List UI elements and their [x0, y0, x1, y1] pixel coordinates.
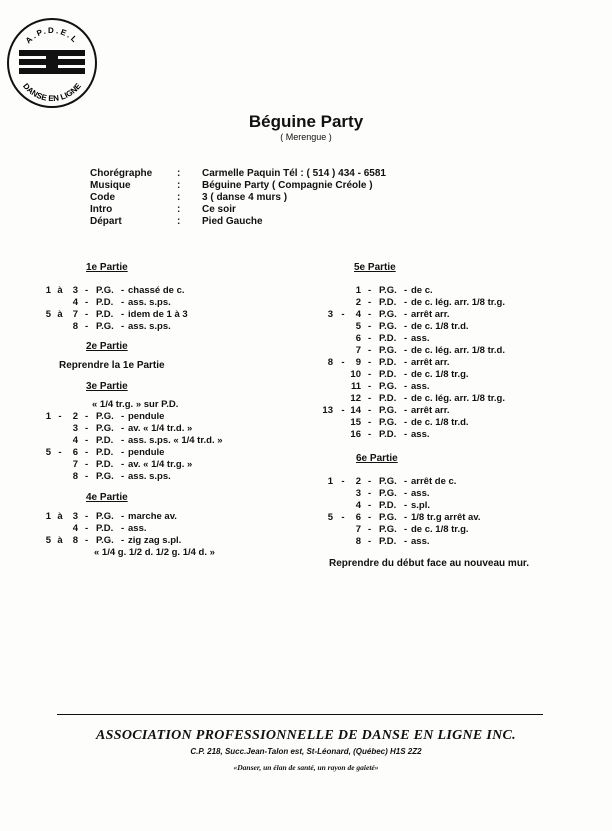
dash: - — [85, 321, 89, 332]
info-block — [90, 168, 386, 228]
step-row — [313, 285, 603, 297]
step-description: ass. s.ps. — [128, 321, 171, 332]
info-value: Ce soir — [202, 204, 236, 215]
foot: P.G. — [379, 488, 397, 499]
step-description: 1/8 tr.g arrêt av. — [411, 512, 481, 523]
count-end: 7 — [355, 345, 361, 356]
dash: - — [368, 321, 372, 332]
step-description: ass. s.ps. « 1/4 tr.d. » — [128, 435, 223, 446]
step-description: av. « 1/4 tr.g. » — [128, 459, 193, 470]
info-sep: : — [177, 180, 181, 191]
count-sep: - — [341, 512, 345, 523]
count-sep: à — [57, 309, 63, 320]
step-row — [313, 429, 603, 441]
dash: - — [404, 333, 408, 344]
section-title: 2e Partie — [86, 341, 128, 352]
dash: - — [121, 447, 125, 458]
count-end: 11 — [350, 381, 361, 392]
foot: P.D. — [379, 429, 397, 440]
info-value: 3 ( danse 4 murs ) — [202, 192, 288, 203]
association-name: ASSOCIATION PROFESSIONNELLE DE DANSE EN LIGNE INC. — [96, 728, 516, 743]
step-description: ass. — [411, 381, 430, 392]
step-description: de c. lég. arr. 1/8 tr.d. — [411, 345, 505, 356]
section-rows — [313, 476, 603, 548]
right-column — [313, 261, 603, 570]
info-value: Pied Gauche — [202, 216, 263, 227]
dash: - — [404, 405, 408, 416]
step-row — [30, 411, 290, 423]
svg-text:DANSE EN LIGNE — [21, 81, 83, 103]
left-column — [30, 261, 290, 559]
dash: - — [121, 511, 125, 522]
count-end: 14 — [350, 405, 361, 416]
dash: - — [404, 500, 408, 511]
dash: - — [368, 476, 372, 487]
step-description: ass. — [411, 333, 430, 344]
dash: - — [121, 321, 125, 332]
foot: P.D. — [96, 447, 114, 458]
dash: - — [121, 523, 125, 534]
dash: - — [121, 297, 125, 308]
count-end: 5 — [355, 321, 361, 332]
info-label: Intro — [90, 204, 113, 215]
count-start: 5 — [327, 512, 333, 523]
step-description: de c. 1/8 tr.d. — [411, 417, 469, 428]
count-sep: - — [341, 357, 345, 368]
step-row — [30, 471, 290, 483]
count-end: 4 — [355, 500, 361, 511]
foot: P.D. — [379, 536, 397, 547]
count-end: 7 — [355, 524, 361, 535]
count-end: 2 — [355, 297, 361, 308]
step-row — [313, 345, 603, 357]
dash: - — [404, 476, 408, 487]
step-row — [30, 511, 290, 523]
foot: P.G. — [379, 512, 397, 523]
info-row-depart — [90, 216, 386, 228]
dash: - — [85, 435, 89, 446]
step-row — [313, 476, 603, 488]
foot: P.D. — [96, 435, 114, 446]
step-row — [313, 369, 603, 381]
dash: - — [85, 297, 89, 308]
step-row — [313, 321, 603, 333]
dash: - — [368, 488, 372, 499]
step-row — [313, 297, 603, 309]
dash: - — [368, 297, 372, 308]
foot: P.G. — [96, 423, 114, 434]
logo-top-text: A.P.D.E.L — [23, 25, 81, 46]
count-end: 2 — [355, 476, 361, 487]
apdel-logo — [2, 13, 102, 113]
dash: - — [404, 369, 408, 380]
dash: - — [85, 459, 89, 470]
dash: - — [121, 411, 125, 422]
info-value: Carmelle Paquin Tél : ( 514 ) 434 - 6581 — [202, 168, 386, 179]
step-row — [30, 535, 290, 547]
step-description: arrêt arr. — [411, 357, 450, 368]
section-text: Reprendre la 1e Partie — [59, 360, 165, 371]
logo-bottom-text: DANSE EN LIGNE — [21, 81, 83, 104]
count-end: 6 — [355, 512, 361, 523]
step-row — [313, 393, 603, 405]
count-start: 8 — [327, 357, 333, 368]
association-address: C.P. 218, Succ.Jean-Talon est, St-Léonard, (Québec) H1S 2Z2 — [190, 747, 422, 756]
dash: - — [404, 393, 408, 404]
step-row — [313, 357, 603, 369]
dash: - — [368, 405, 372, 416]
count-end: 4 — [72, 435, 78, 446]
foot: P.D. — [96, 297, 114, 308]
info-label: Musique — [90, 180, 131, 191]
count-end: 3 — [72, 511, 78, 522]
step-row — [30, 523, 290, 535]
foot: P.D. — [379, 297, 397, 308]
dash: - — [404, 488, 408, 499]
foot: P.D. — [96, 459, 114, 470]
step-row — [30, 285, 290, 297]
step-description: zig zag s.pl. — [128, 535, 182, 546]
dash: - — [404, 429, 408, 440]
info-label: Code — [90, 192, 115, 203]
info-row-intro — [90, 204, 386, 216]
svg-text:A.P.D.E.L — [24, 26, 80, 45]
step-description: pendule — [128, 411, 165, 422]
step-description: marche av. — [128, 511, 177, 522]
dash: - — [368, 309, 372, 320]
foot: P.D. — [96, 523, 114, 534]
dash: - — [404, 357, 408, 368]
step-description: ass. — [411, 536, 430, 547]
dash: - — [368, 285, 372, 296]
count-end: 4 — [72, 523, 78, 534]
count-sep: - — [341, 405, 345, 416]
step-row — [313, 536, 603, 548]
step-row — [313, 512, 603, 524]
foot: P.G. — [96, 471, 114, 482]
step-description: de c. 1/8 tr.g. — [411, 524, 469, 535]
foot: P.G. — [96, 321, 114, 332]
footer-divider — [57, 714, 543, 715]
dash: - — [368, 381, 372, 392]
dash: - — [404, 536, 408, 547]
foot: P.G. — [379, 321, 397, 332]
step-description: ass. s.ps. — [128, 471, 171, 482]
step-row — [30, 297, 290, 309]
info-label: Départ — [90, 216, 122, 227]
dash: - — [368, 512, 372, 523]
step-row — [30, 459, 290, 471]
dash: - — [404, 524, 408, 535]
count-start: 5 — [45, 447, 51, 458]
info-label: Chorégraphe — [90, 168, 153, 179]
section-rows — [313, 285, 603, 441]
section-title: 6e Partie — [356, 453, 398, 464]
count-start: 1 — [45, 285, 51, 296]
dash: - — [404, 345, 408, 356]
step-description: de c. lég. arr. 1/8 tr.g. — [411, 297, 505, 308]
foot: P.G. — [379, 345, 397, 356]
step-description: de c. lég. arr. 1/8 tr.g. — [411, 393, 505, 404]
foot: P.D. — [379, 357, 397, 368]
info-sep: : — [177, 216, 181, 227]
step-description: ass. s.ps. — [128, 297, 171, 308]
count-end: 3 — [72, 423, 78, 434]
count-start: 5 — [45, 309, 51, 320]
dash: - — [368, 369, 372, 380]
count-end: 12 — [350, 393, 361, 404]
foot: P.D. — [379, 369, 397, 380]
section-title: 5e Partie — [354, 262, 396, 273]
dash: - — [368, 393, 372, 404]
count-end: 16 — [350, 429, 361, 440]
step-description: chassé de c. — [128, 285, 185, 296]
count-end: 7 — [72, 459, 78, 470]
count-start: 5 — [45, 535, 51, 546]
section-title: 1e Partie — [86, 262, 128, 273]
count-start: 1 — [327, 476, 333, 487]
step-row — [30, 321, 290, 333]
foot: P.D. — [379, 333, 397, 344]
count-end: 4 — [355, 309, 361, 320]
step-row — [313, 488, 603, 500]
dash: - — [368, 500, 372, 511]
count-start: 13 — [322, 405, 333, 416]
step-row — [313, 381, 603, 393]
dash: - — [121, 535, 125, 546]
info-sep: : — [177, 204, 181, 215]
foot: P.G. — [379, 417, 397, 428]
step-row — [313, 333, 603, 345]
step-description: de c. — [411, 285, 433, 296]
count-end: 3 — [72, 285, 78, 296]
foot: P.G. — [379, 476, 397, 487]
dash: - — [85, 411, 89, 422]
count-end: 7 — [72, 309, 78, 320]
step-description: s.pl. — [411, 500, 431, 511]
dash: - — [368, 524, 372, 535]
info-sep: : — [177, 192, 181, 203]
dash: - — [368, 345, 372, 356]
dash: - — [85, 535, 89, 546]
count-end: 6 — [72, 447, 78, 458]
step-description: ass. — [411, 429, 430, 440]
foot: P.D. — [379, 500, 397, 511]
foot: P.G. — [96, 535, 114, 546]
count-end: 15 — [350, 417, 361, 428]
dash: - — [404, 417, 408, 428]
step-row — [30, 447, 290, 459]
step-row — [313, 405, 603, 417]
dash: - — [404, 285, 408, 296]
dash: - — [368, 333, 372, 344]
step-description: de c. 1/8 tr.g. — [411, 369, 469, 380]
foot: P.G. — [96, 285, 114, 296]
section-rows — [30, 285, 290, 333]
count-start: 3 — [327, 309, 333, 320]
dash: - — [121, 471, 125, 482]
count-sep: - — [341, 309, 345, 320]
dash: - — [368, 417, 372, 428]
count-end: 6 — [355, 333, 361, 344]
count-sep: - — [58, 411, 62, 422]
step-description: ass. — [411, 488, 430, 499]
info-row-musique — [90, 180, 386, 192]
count-sep: à — [57, 285, 63, 296]
dash: - — [404, 381, 408, 392]
count-end: 4 — [72, 297, 78, 308]
count-end: 2 — [72, 411, 78, 422]
dash: - — [85, 471, 89, 482]
section-title: 4e Partie — [86, 492, 128, 503]
count-sep: - — [341, 476, 345, 487]
dash: - — [404, 309, 408, 320]
step-row — [30, 309, 290, 321]
foot: P.G. — [96, 411, 114, 422]
dash: - — [85, 309, 89, 320]
count-end: 8 — [72, 471, 78, 482]
section-note — [30, 547, 290, 559]
step-description: arrêt arr. — [411, 405, 450, 416]
foot: P.G. — [379, 309, 397, 320]
count-sep: à — [57, 535, 63, 546]
section-rows — [30, 511, 290, 547]
step-description: idem de 1 à 3 — [128, 309, 188, 320]
foot: P.G. — [379, 285, 397, 296]
step-description: de c. 1/8 tr.d. — [411, 321, 469, 332]
count-sep: - — [58, 447, 62, 458]
foot: P.G. — [96, 511, 114, 522]
count-end: 8 — [72, 321, 78, 332]
count-end: 8 — [72, 535, 78, 546]
association-motto: «Danser, un élan de santé, un rayon de gaieté» — [233, 763, 379, 772]
step-row — [313, 524, 603, 536]
dash: - — [121, 459, 125, 470]
foot: P.D. — [379, 393, 397, 404]
dash: - — [121, 285, 125, 296]
dash: - — [121, 309, 125, 320]
note-text: « 1/4 tr.g. » sur P.D. — [92, 399, 179, 410]
dash: - — [368, 357, 372, 368]
dance-subtitle: ( Merengue ) — [280, 132, 332, 142]
section-rows — [30, 411, 290, 483]
step-row — [313, 417, 603, 429]
count-end: 9 — [355, 357, 361, 368]
info-sep: : — [177, 168, 181, 179]
dash: - — [368, 429, 372, 440]
foot: P.G. — [379, 524, 397, 535]
step-description: pendule — [128, 447, 165, 458]
section-note — [30, 399, 290, 411]
info-row-code — [90, 192, 386, 204]
step-row — [313, 309, 603, 321]
step-description: av. « 1/4 tr.d. » — [128, 423, 193, 434]
count-sep: à — [57, 511, 63, 522]
count-end: 8 — [355, 536, 361, 547]
dash: - — [85, 447, 89, 458]
dance-title: Béguine Party — [248, 112, 364, 131]
section-title: 3e Partie — [86, 381, 128, 392]
dash: - — [85, 285, 89, 296]
closing-text: Reprendre du début face au nouveau mur. — [329, 558, 530, 569]
dash: - — [121, 435, 125, 446]
dash: - — [121, 423, 125, 434]
note-text: « 1/4 g. 1/2 d. 1/2 g. 1/4 d. » — [94, 547, 215, 558]
dash: - — [368, 536, 372, 547]
count-start: 1 — [45, 411, 51, 422]
info-row-choregraphe — [90, 168, 386, 180]
foot: P.G. — [379, 405, 397, 416]
step-row — [313, 500, 603, 512]
step-description: arrêt de c. — [411, 476, 457, 487]
foot: P.D. — [96, 309, 114, 320]
count-end: 10 — [350, 369, 361, 380]
dash: - — [404, 512, 408, 523]
count-end: 1 — [355, 285, 361, 296]
count-end: 3 — [355, 488, 361, 499]
step-description: arrêt arr. — [411, 309, 450, 320]
dash: - — [85, 423, 89, 434]
dash: - — [404, 321, 408, 332]
dash: - — [85, 511, 89, 522]
step-description: ass. — [128, 523, 147, 534]
count-start: 1 — [45, 511, 51, 522]
info-value: Béguine Party ( Compagnie Créole ) — [202, 180, 373, 191]
dash: - — [404, 297, 408, 308]
step-row — [30, 423, 290, 435]
step-row — [30, 435, 290, 447]
foot: P.G. — [379, 381, 397, 392]
dash: - — [85, 523, 89, 534]
